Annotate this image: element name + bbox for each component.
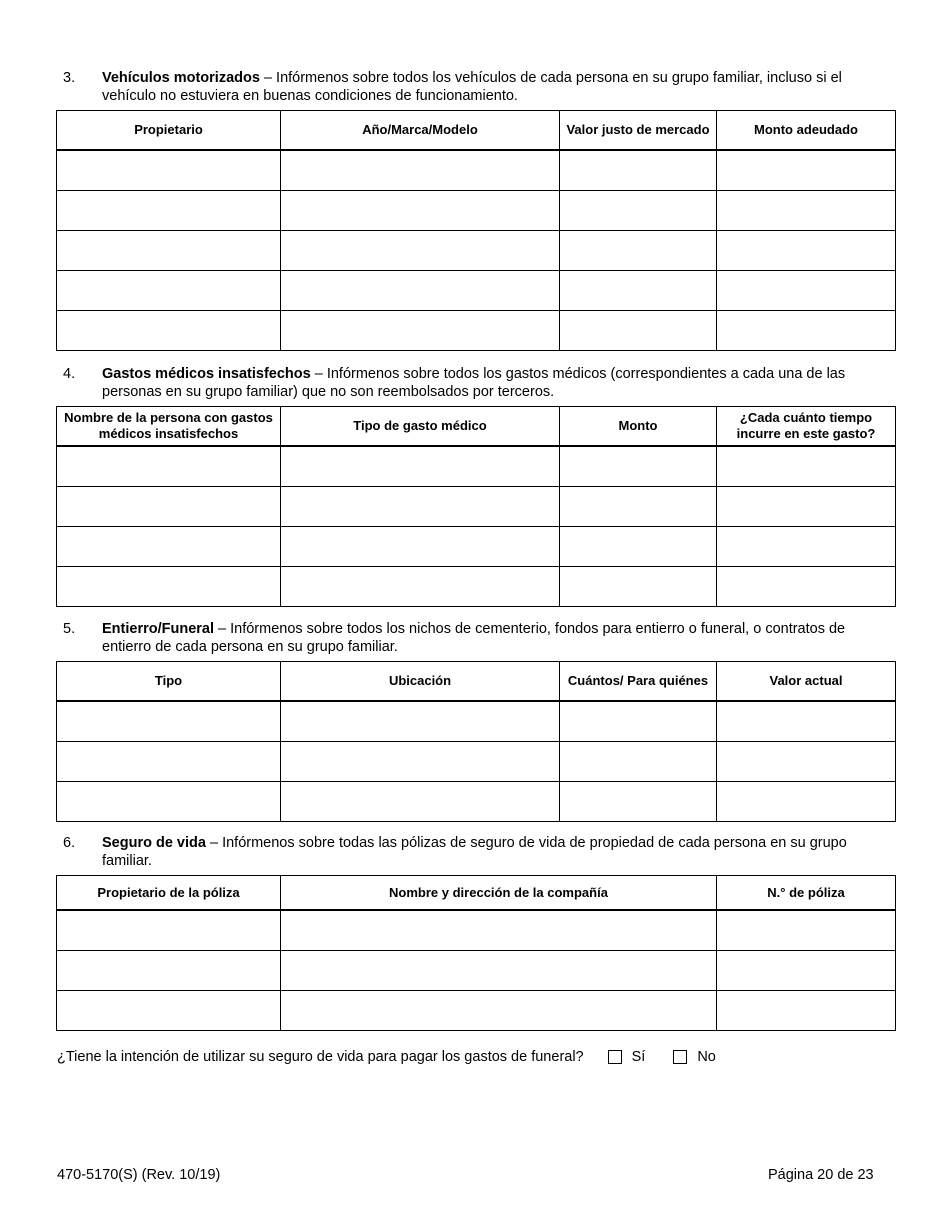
funeral-question [57, 1048, 716, 1066]
table-cell[interactable] [560, 782, 717, 822]
no-label: No [697, 1049, 716, 1065]
vehicles-header-1: Propietario [57, 111, 281, 151]
yes-option[interactable] [608, 1048, 646, 1066]
table-cell[interactable] [717, 951, 896, 991]
table-row [57, 271, 896, 311]
table-cell[interactable] [57, 487, 281, 527]
vehicles-question [63, 69, 895, 105]
burial-header-2: Ubicación [281, 662, 560, 702]
table-cell[interactable] [281, 150, 560, 191]
life-insurance-question [63, 834, 895, 870]
table-cell[interactable] [560, 487, 717, 527]
table-cell[interactable] [560, 311, 717, 351]
medical-header-3: Monto [560, 407, 717, 447]
table-cell[interactable] [560, 231, 717, 271]
table-cell[interactable] [560, 567, 717, 607]
burial-header-3: Cuántos/ Para quiénes [560, 662, 717, 702]
vehicles-title: Vehículos motorizados [102, 70, 260, 86]
table-cell[interactable] [717, 150, 896, 191]
table-row [57, 951, 896, 991]
table-row [57, 150, 896, 191]
burial-title: Entierro/Funeral [102, 621, 214, 637]
life-insurance-table [56, 875, 896, 1031]
yes-label: Sí [631, 1049, 646, 1065]
table-cell[interactable] [57, 150, 281, 191]
section-burial [56, 620, 895, 822]
table-cell[interactable] [717, 271, 896, 311]
table-cell[interactable] [57, 527, 281, 567]
table-cell[interactable] [717, 191, 896, 231]
table-row [57, 910, 896, 951]
table-cell[interactable] [717, 742, 896, 782]
table-row [57, 742, 896, 782]
yes-checkbox[interactable] [608, 1050, 622, 1064]
table-row [57, 991, 896, 1031]
table-cell[interactable] [281, 951, 717, 991]
table-cell[interactable] [281, 231, 560, 271]
table-row [57, 231, 896, 271]
table-cell[interactable] [717, 701, 896, 742]
table-cell[interactable] [281, 527, 560, 567]
table-cell[interactable] [560, 446, 717, 487]
table-cell[interactable] [717, 231, 896, 271]
table-cell[interactable] [717, 446, 896, 487]
table-cell[interactable] [281, 701, 560, 742]
burial-table [56, 661, 896, 822]
vehicles-table [56, 110, 896, 351]
medical-header-1: Nombre de la persona con gastos médicos insatisfechos [57, 407, 281, 447]
table-cell[interactable] [560, 150, 717, 191]
table-cell[interactable] [281, 991, 717, 1031]
table-cell[interactable] [281, 742, 560, 782]
burial-question [63, 620, 895, 656]
table-cell[interactable] [281, 567, 560, 607]
section-life-insurance [56, 834, 895, 1031]
table-cell[interactable] [560, 191, 717, 231]
burial-header-4: Valor actual [717, 662, 896, 702]
no-checkbox[interactable] [673, 1050, 687, 1064]
table-row [57, 311, 896, 351]
table-cell[interactable] [717, 487, 896, 527]
table-cell[interactable] [57, 271, 281, 311]
table-row [57, 527, 896, 567]
no-option[interactable] [673, 1048, 716, 1066]
vehicles-header-3: Valor justo de mercado [560, 111, 717, 151]
page-number: Página 20 de 23 [768, 1167, 874, 1183]
burial-text: – Infórmenos sobre todos los nichos de cementerio, fondos para entierro o funeral, o contratos de entierro de cada persona en su grupo familiar. [102, 621, 846, 655]
life-insurance-number: 6. [63, 835, 76, 851]
table-cell[interactable] [560, 271, 717, 311]
table-cell[interactable] [57, 567, 281, 607]
table-row [57, 782, 896, 822]
table-cell[interactable] [717, 910, 896, 951]
table-cell[interactable] [560, 701, 717, 742]
medical-question [63, 365, 895, 401]
table-cell[interactable] [717, 567, 896, 607]
table-cell[interactable] [57, 446, 281, 487]
table-row [57, 567, 896, 607]
table-cell[interactable] [717, 527, 896, 567]
medical-table [56, 406, 896, 607]
table-cell[interactable] [57, 231, 281, 271]
vehicles-text: – Infórmenos sobre todos los vehículos de cada persona en su grupo familiar, incluso si el vehículo no estuviera en buenas condiciones de funcionamiento. [102, 70, 842, 104]
table-cell[interactable] [717, 991, 896, 1031]
table-cell[interactable] [560, 527, 717, 567]
funeral-question-text: ¿Tiene la intención de utilizar su seguro de vida para pagar los gastos de funeral? [57, 1049, 584, 1065]
section-medical [56, 365, 895, 607]
table-cell[interactable] [281, 271, 560, 311]
table-row [57, 191, 896, 231]
table-cell[interactable] [717, 782, 896, 822]
table-cell[interactable] [57, 910, 281, 951]
table-cell[interactable] [281, 487, 560, 527]
table-cell[interactable] [57, 311, 281, 351]
life-insurance-header-3: N.° de póliza [717, 876, 896, 911]
burial-header-1: Tipo [57, 662, 281, 702]
table-cell[interactable] [281, 311, 560, 351]
table-cell[interactable] [57, 742, 281, 782]
burial-number: 5. [63, 621, 76, 637]
table-cell[interactable] [57, 191, 281, 231]
life-insurance-header-2: Nombre y dirección de la compañía [281, 876, 717, 911]
medical-header-4: ¿Cada cuánto tiempo incurre en este gasto? [717, 407, 896, 447]
table-cell[interactable] [560, 742, 717, 782]
life-insurance-header-1: Propietario de la póliza [57, 876, 281, 911]
table-cell[interactable] [281, 782, 560, 822]
table-row [57, 701, 896, 742]
vehicles-header-2: Año/Marca/Modelo [281, 111, 560, 151]
table-cell[interactable] [57, 782, 281, 822]
table-cell[interactable] [281, 191, 560, 231]
section-vehicles [56, 69, 895, 351]
table-row [57, 487, 896, 527]
table-cell[interactable] [57, 701, 281, 742]
medical-number: 4. [63, 366, 76, 382]
medical-title: Gastos médicos insatisfechos [102, 366, 311, 382]
form-number: 470-5170(S) (Rev. 10/19) [57, 1167, 221, 1183]
table-cell[interactable] [281, 446, 560, 487]
vehicles-number: 3. [63, 70, 76, 86]
vehicles-header-4: Monto adeudado [717, 111, 896, 151]
life-insurance-title: Seguro de vida [102, 835, 206, 851]
table-cell[interactable] [57, 991, 281, 1031]
medical-text: – Infórmenos sobre todos los gastos médicos (correspondientes a cada una de las personas en su grupo familiar) que no son reembolsados por terceros. [102, 366, 846, 400]
medical-header-2: Tipo de gasto médico [281, 407, 560, 447]
table-row [57, 446, 896, 487]
table-cell[interactable] [281, 910, 717, 951]
life-insurance-text: – Infórmenos sobre todas las pólizas de seguro de vida de propiedad de cada persona en su grupo familiar. [102, 835, 847, 869]
table-cell[interactable] [57, 951, 281, 991]
table-cell[interactable] [717, 311, 896, 351]
